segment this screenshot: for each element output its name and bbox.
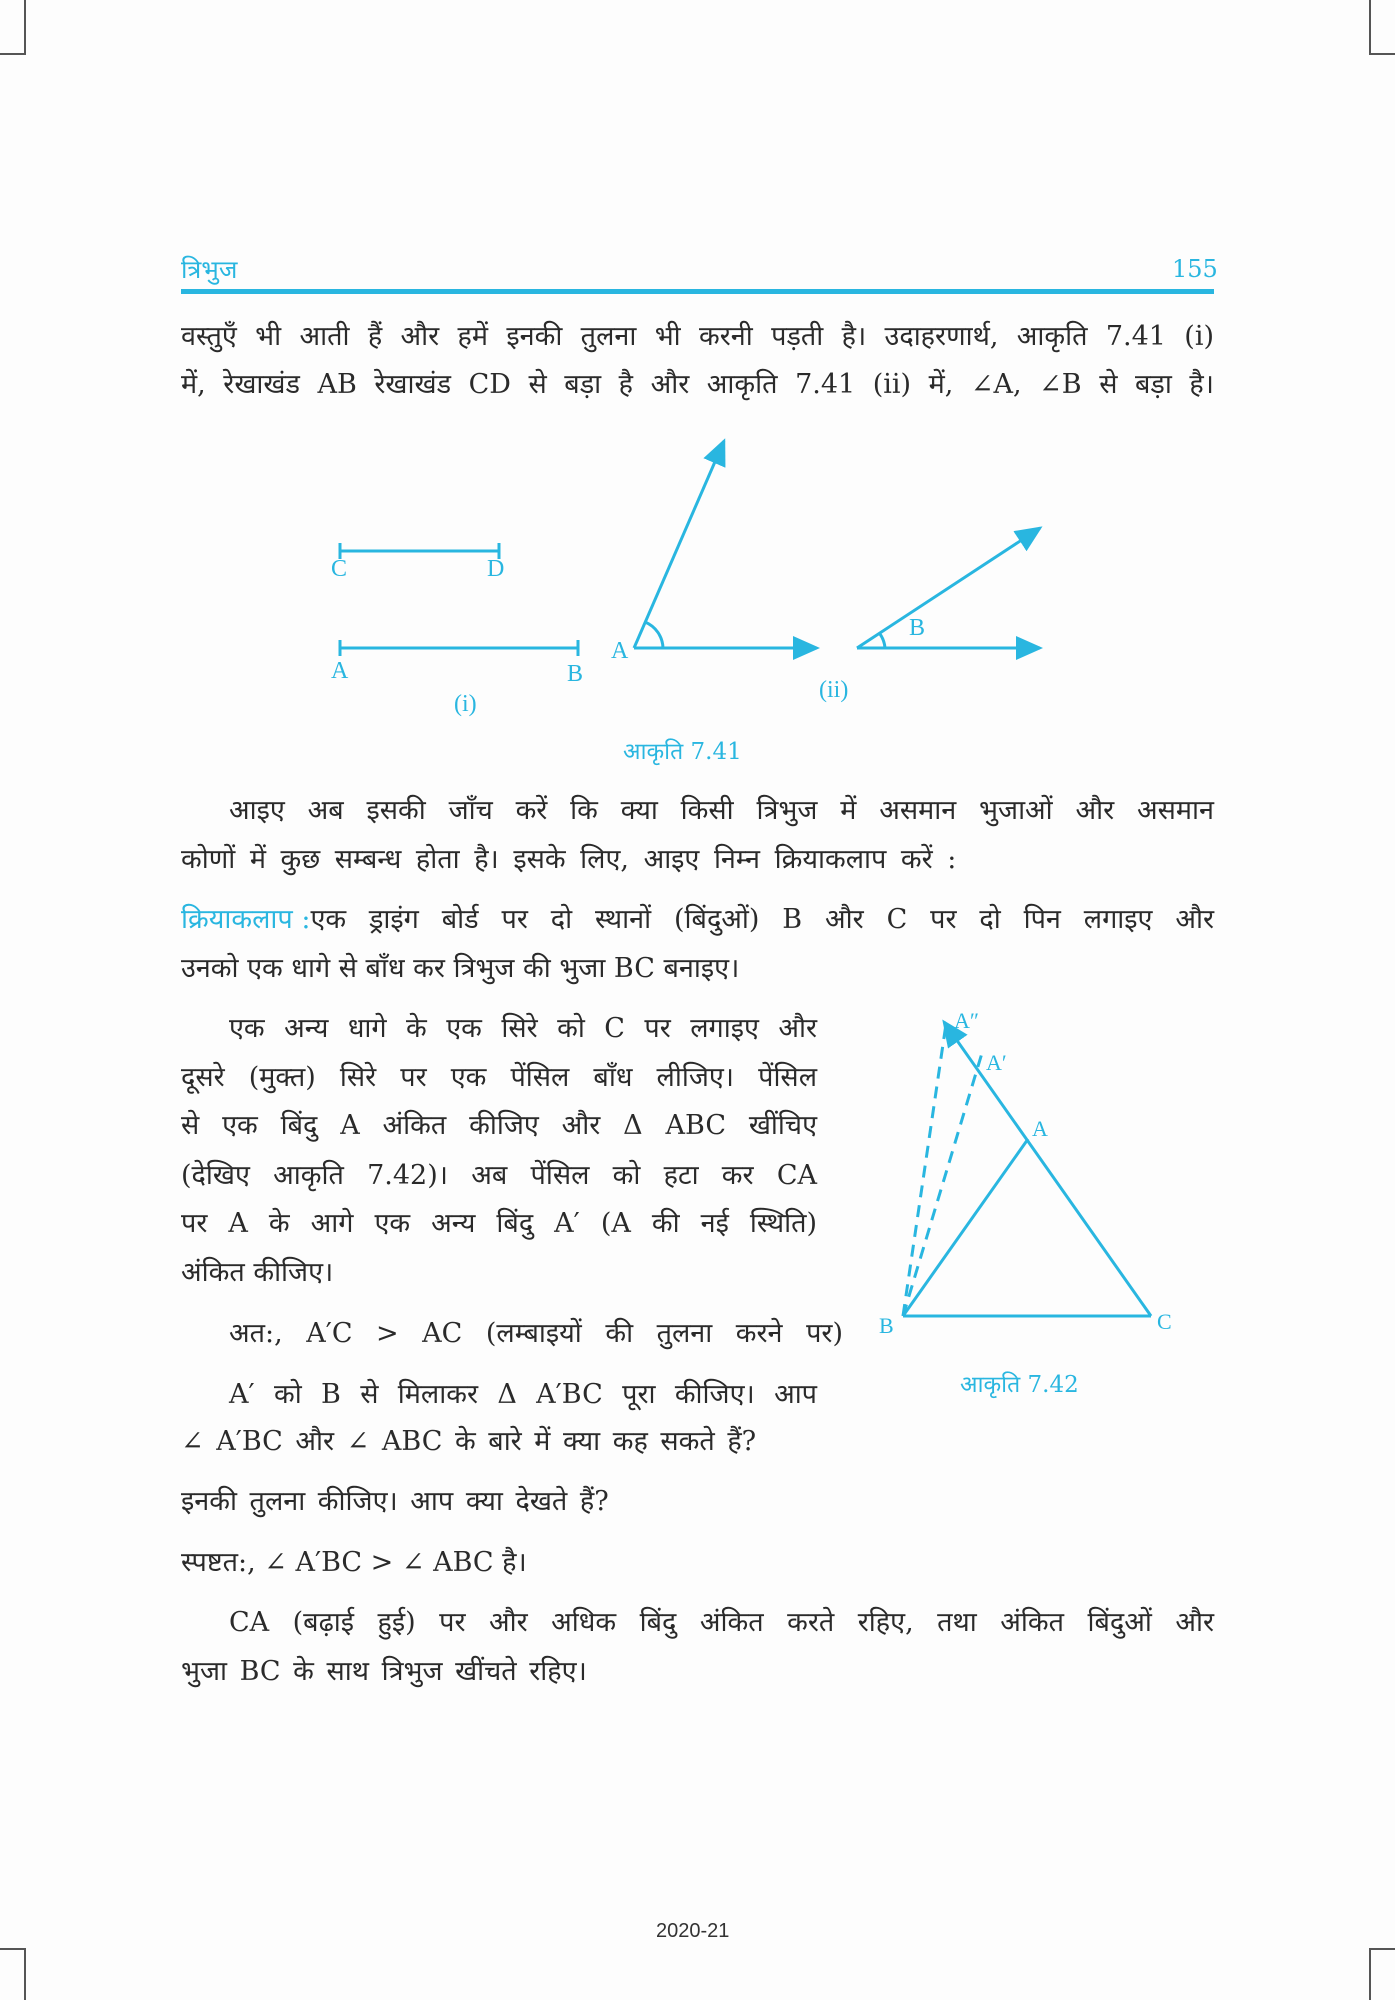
- side-ab: [903, 1139, 1028, 1316]
- body-text: अत:, A′C > AC (लम्बाइयों की तुलना करने पर): [229, 1318, 843, 1349]
- activity-text: [181, 903, 1214, 937]
- figure-caption: आकृति 7.41: [623, 739, 742, 765]
- angle-b-ray: [857, 528, 1040, 648]
- label-c: C: [331, 556, 348, 582]
- label-b: B: [567, 661, 584, 687]
- body-text: ∠ A′BC और ∠ ABC के बारे में क्या कह सकते हैं?: [181, 1426, 757, 1457]
- page-number: 155: [1172, 255, 1218, 283]
- body-text: आइए अब इसकी जाँच करें कि क्या किसी त्रिभुज में असमान भुजाओं और असमान: [229, 795, 1214, 826]
- body-text: एक ड्राइंग बोर्ड पर दो स्थानों (बिंदुओं) B और C पर दो पिन लगाइए और: [310, 904, 1214, 935]
- angle-b-arc: [880, 634, 885, 648]
- body-text: उनको एक धागे से बाँध कर त्रिभुज की भुजा BC बनाइए।: [181, 953, 740, 984]
- dashed-a1b: [903, 1053, 982, 1316]
- label-d: D: [487, 556, 505, 582]
- label-a-double-prime: A″: [954, 1008, 980, 1033]
- figure-7-42: [903, 1022, 1151, 1316]
- body-text: में, रेखाखंड AB रेखाखंड CD से बड़ा है और आकृति 7.41 (ii) में, ∠A, ∠B से बड़ा है।: [181, 369, 1214, 400]
- angle-a-ray: [634, 441, 724, 648]
- footer-year: 2020-21: [656, 1920, 730, 1942]
- body-text: वस्तुएँ भी आती हैं और हमें इनकी तुलना भी करनी पड़ती है। उदाहरणार्थ, आकृति 7.41 (i): [181, 321, 1214, 352]
- body-text: भुजा BC के साथ त्रिभुज खींचते रहिए।: [181, 1656, 587, 1687]
- body-text: इनकी तुलना कीजिए। आप क्या देखते हैं?: [181, 1486, 609, 1517]
- label-a: A: [1032, 1116, 1048, 1141]
- body-text: (देखिए आकृति 7.42)। अब पेंसिल को हटा कर CA: [181, 1160, 817, 1191]
- label-part-ii: (ii): [819, 677, 849, 703]
- extended-ca: [944, 1022, 1151, 1316]
- body-text: अंकित कीजिए।: [181, 1257, 334, 1288]
- body-text: एक अन्य धागे के एक सिरे को C पर लगाइए और: [229, 1013, 817, 1044]
- body-text: कोणों में कुछ सम्बन्ध होता है। इसके लिए, आइए निम्न क्रियाकलाप करें :: [181, 844, 957, 875]
- angle-a-arc: [645, 622, 663, 648]
- body-text: से एक बिंदु A अंकित कीजिए और Δ ABC खींचिए: [181, 1110, 817, 1141]
- activity-label: क्रियाकलाप :: [181, 904, 311, 935]
- label-b: B: [879, 1313, 894, 1338]
- body-text: A′ को B से मिलाकर Δ A′BC पूरा कीजिए। आप: [229, 1379, 817, 1410]
- label-a: A: [331, 658, 349, 684]
- label-angle-a: A: [611, 638, 629, 664]
- dashed-a2b: [903, 1024, 946, 1316]
- figure-caption: आकृति 7.42: [960, 1372, 1079, 1398]
- label-c: C: [1157, 1309, 1172, 1334]
- label-angle-b: B: [909, 615, 926, 641]
- body-text: स्पष्टत:, ∠ A′BC > ∠ ABC है।: [181, 1547, 527, 1578]
- label-a-prime: A′: [986, 1050, 1007, 1075]
- body-text: दूसरे (मुक्त) सिरे पर एक पेंसिल बाँध लीजिए। पेंसिल: [181, 1062, 817, 1093]
- chapter-title: त्रिभुज: [181, 255, 238, 284]
- body-text: पर A के आगे एक अन्य बिंदु A′ (A की नई स्थिति): [181, 1208, 817, 1239]
- body-text: CA (बढ़ाई हुई) पर और अधिक बिंदु अंकित करते रहिए, तथा अंकित बिंदुओं और: [229, 1607, 1214, 1638]
- label-part-i: (i): [454, 691, 477, 717]
